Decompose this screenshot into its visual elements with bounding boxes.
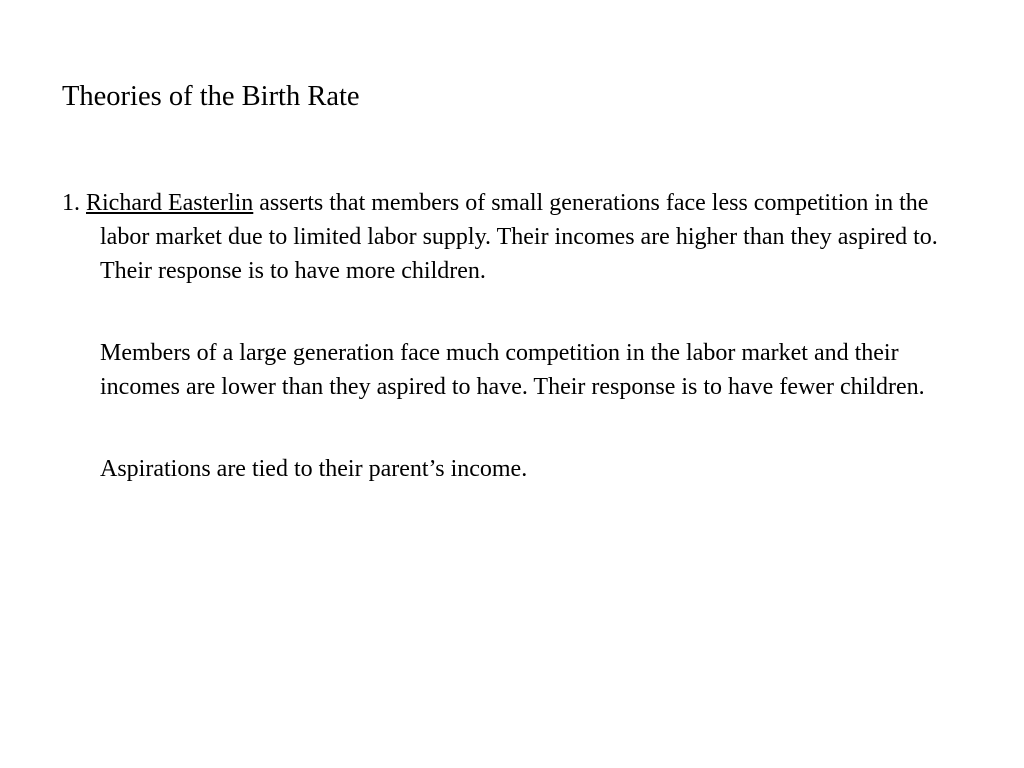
- point-1-paragraph: [62, 186, 962, 288]
- aspirations-paragraph: Aspirations are tied to their parent’s income.: [100, 456, 528, 482]
- large-generation-paragraph: Members of a large generation face much competition in the labor market and their incomes are lower than they aspired to have. Their response is to have fewer children.: [100, 340, 925, 400]
- slide-body: [62, 186, 962, 486]
- point-1-text: asserts that members of small generations face less competition in the labor market due to limited labor supply. Their incomes are higher than they aspired to. Their response is to have more children.: [100, 190, 938, 284]
- point-number: 1.: [62, 190, 80, 216]
- richard-easterlin-link[interactable]: Richard Easterlin: [86, 190, 254, 216]
- slide-title: Theories of the Birth Rate: [62, 81, 360, 112]
